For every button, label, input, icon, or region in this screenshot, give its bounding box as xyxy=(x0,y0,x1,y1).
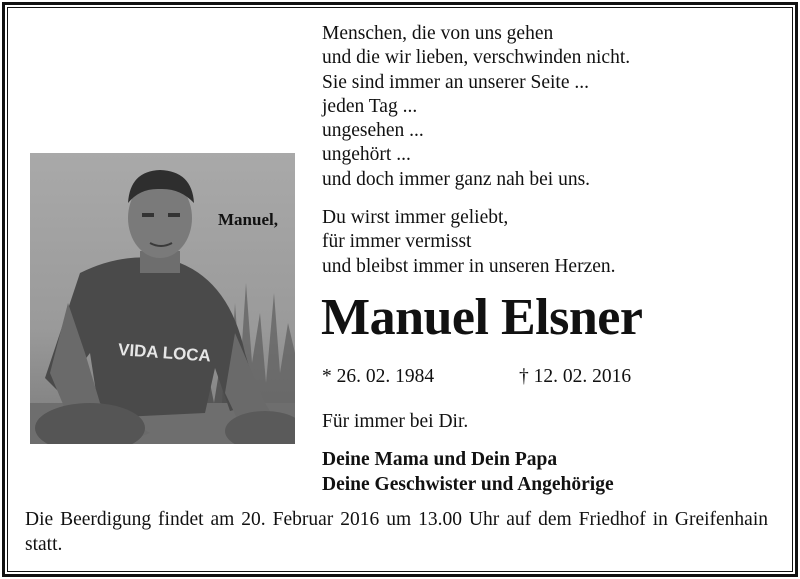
poem-line: Du wirst immer geliebt, xyxy=(322,207,509,228)
poem-line: Menschen, die von uns gehen xyxy=(322,23,554,44)
portrait-photo xyxy=(30,153,295,444)
poem-line: jeden Tag ... xyxy=(322,95,418,117)
photo-caption: Manuel, xyxy=(218,210,278,229)
death-date: † 12. 02. 2016 xyxy=(519,366,632,387)
funeral-notice: Die Beerdigung findet am 20. Februar 2016 um 13.00 Uhr auf dem Friedhof in Greifenhain statt. xyxy=(25,509,768,555)
poem-line: für immer vermisst xyxy=(322,231,472,253)
mourners-list xyxy=(322,448,614,497)
poem-verse-1 xyxy=(322,22,630,192)
poem-verse-2 xyxy=(322,206,616,279)
farewell-line: Für immer bei Dir. xyxy=(322,411,469,432)
deceased-name: Manuel Elsner xyxy=(321,289,643,346)
mourner-line: Deine Geschwister und Angehörige xyxy=(322,473,614,495)
poem-line: und die wir lieben, verschwinden nicht. xyxy=(322,47,631,69)
poem-line: und doch immer ganz nah bei uns. xyxy=(322,168,591,190)
shirt-print: VIDA LOCA xyxy=(117,340,212,366)
poem-line: Sie sind immer an unserer Seite ... xyxy=(322,71,589,93)
poem-line: ungesehen ... xyxy=(322,120,424,142)
poem-line: und bleibst immer in unseren Herzen. xyxy=(322,255,616,277)
mourner-line: Deine Mama und Dein Papa xyxy=(322,449,558,470)
poem-line: ungehört ... xyxy=(322,144,411,166)
birth-date: * 26. 02. 1984 xyxy=(322,366,435,387)
